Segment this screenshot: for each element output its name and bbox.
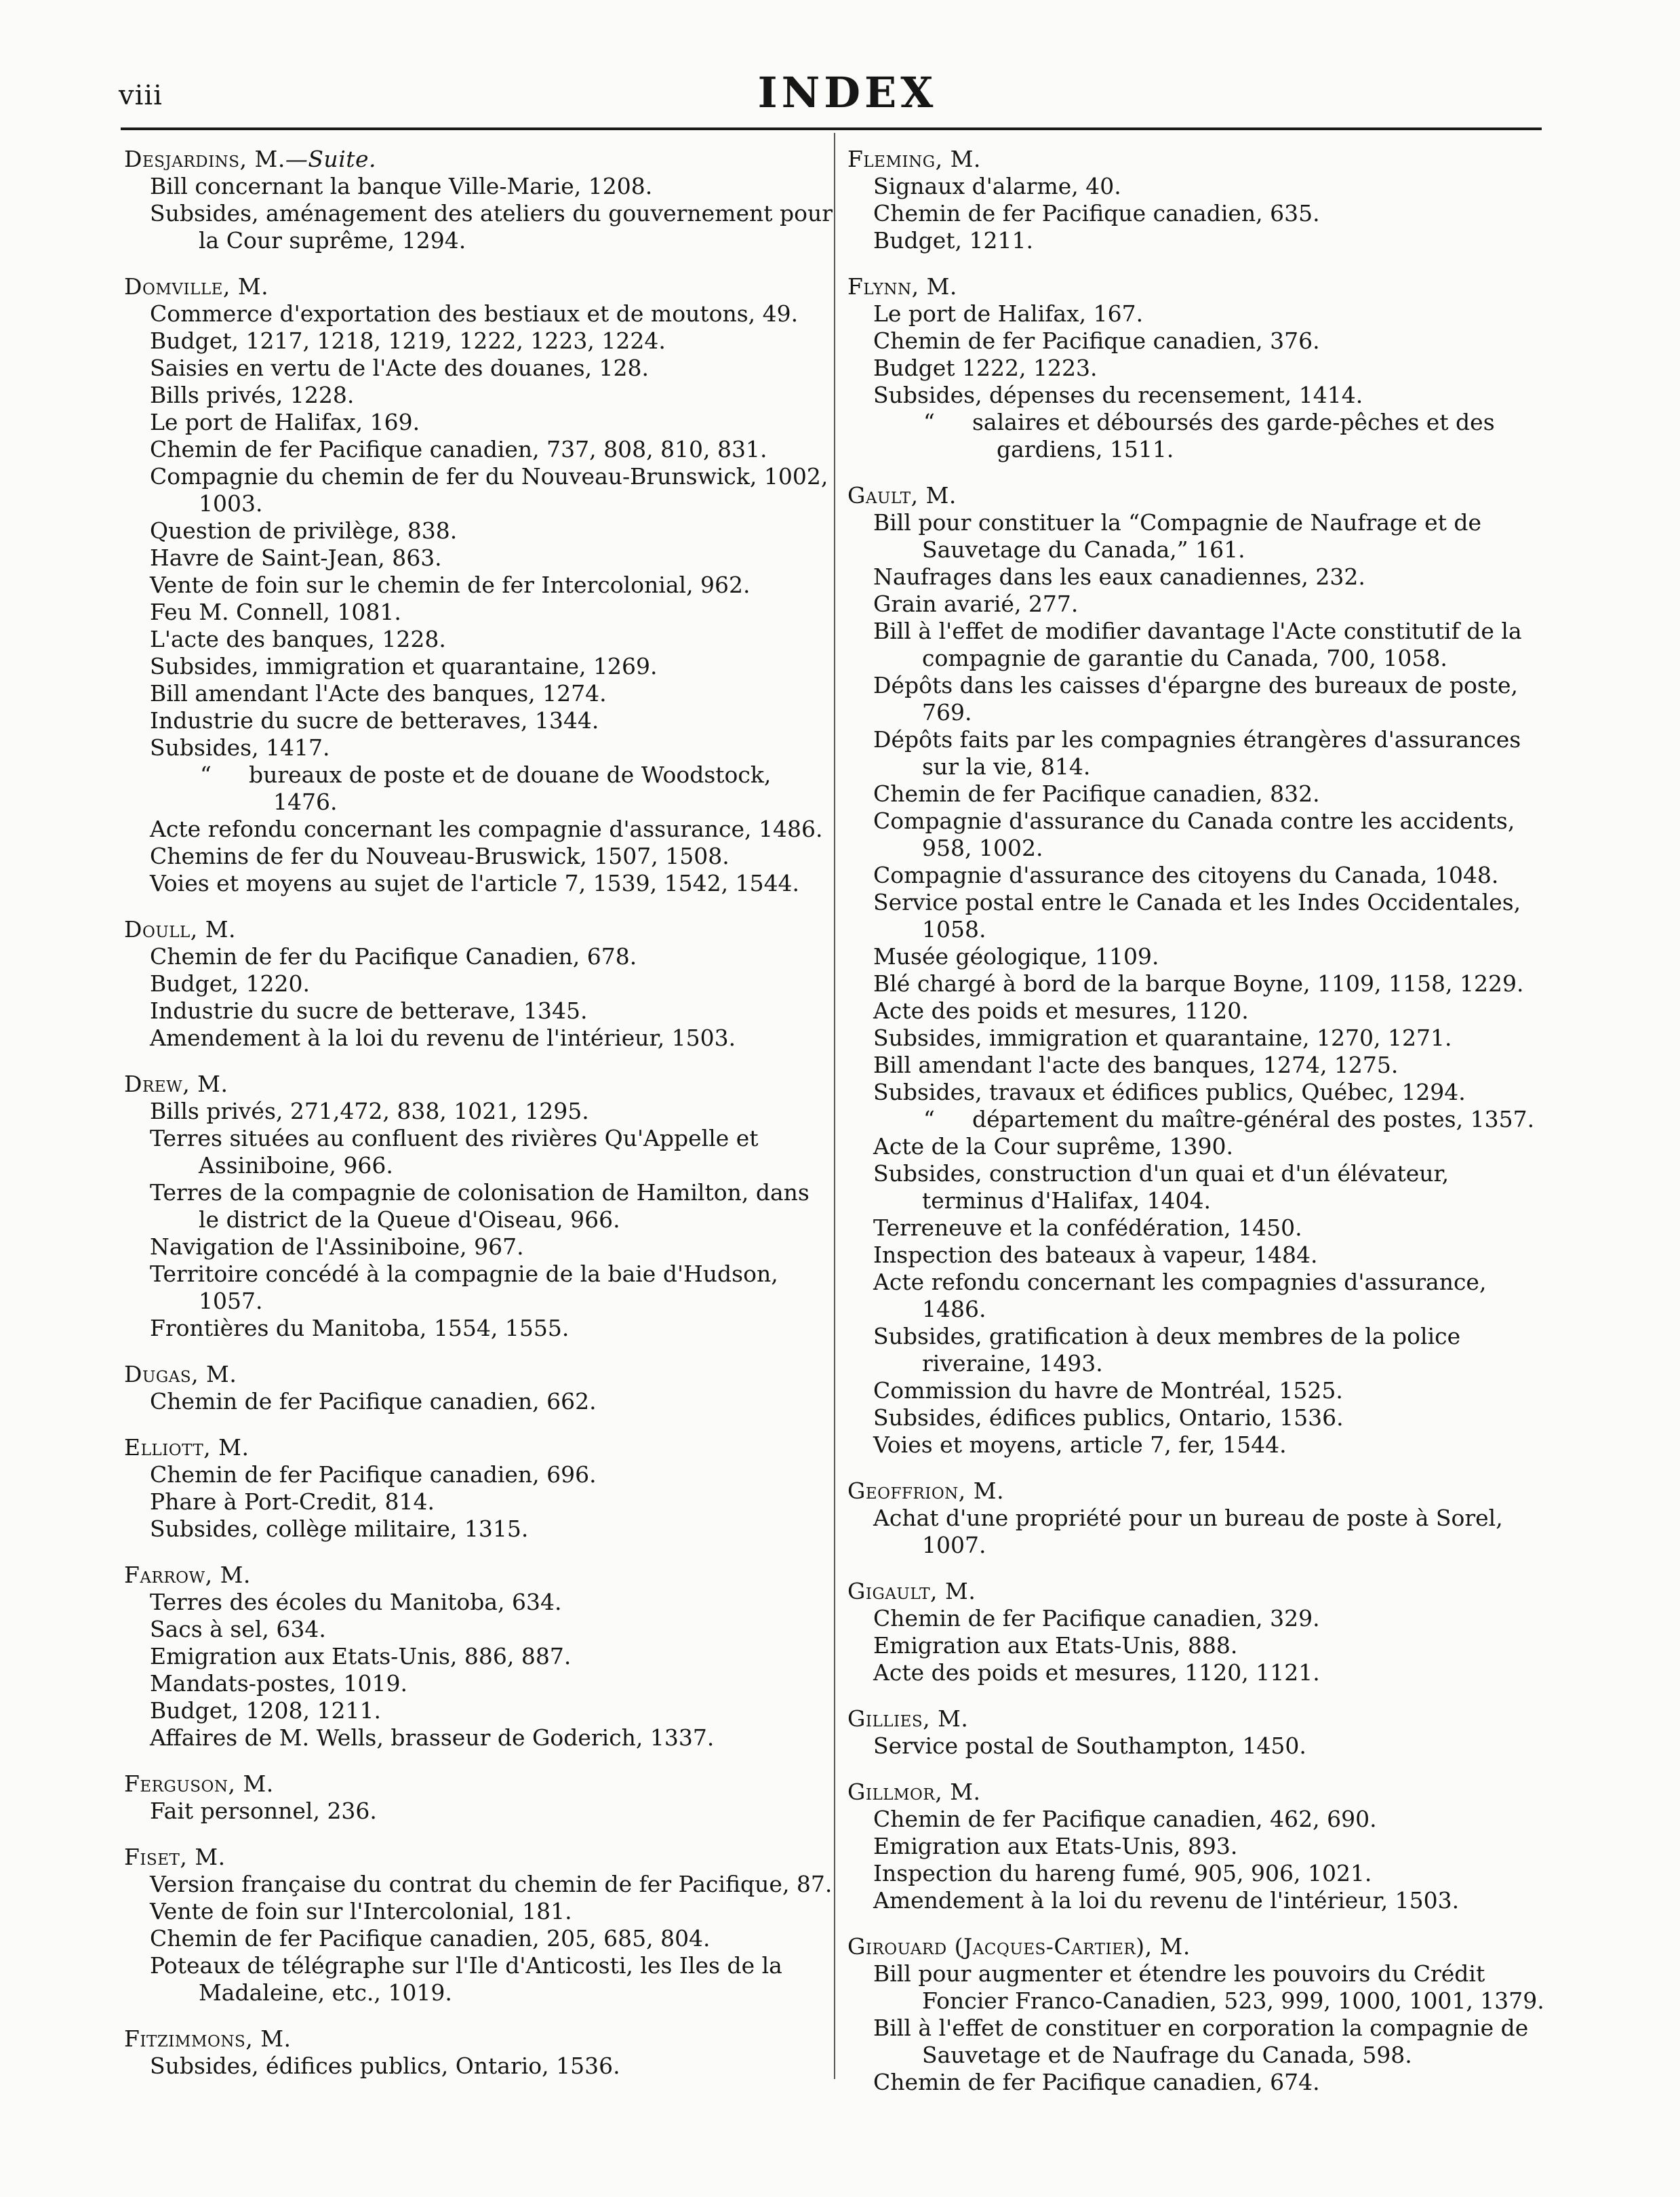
entry-name — [847, 1705, 1556, 1733]
entry-suite: —Suite. — [285, 146, 377, 172]
index-item: Havre de Saint-Jean, 863. — [150, 545, 442, 571]
index-item: Acte des poids et mesures, 1120. — [873, 997, 1249, 1024]
index-item: Emigration aux Etats-Unis, 888. — [873, 1632, 1238, 1659]
index-entry-fiset-m — [124, 1844, 833, 2006]
index-item: Terres situées au confluent des rivières Qu'Appelle et Assiniboine, 966. — [150, 1125, 759, 1179]
index-item: Chemins de fer du Nouveau-Bruswick, 1507, 1508. — [150, 843, 729, 869]
index-item: Compagnie d'assurance du Canada contre les accidents, 958, 1002. — [873, 808, 1515, 861]
index-item: Terres des écoles du Manitoba, 634. — [150, 1589, 562, 1615]
entry-name-text: Gault, M. — [847, 482, 957, 509]
index-item: Chemin de fer Pacifique canadien, 635. — [873, 200, 1320, 226]
index-item: Dépôts dans les caisses d'épargne des bureaux de poste, 769. — [873, 672, 1519, 726]
entry-name — [847, 1933, 1556, 1960]
index-item: Feu M. Connell, 1081. — [150, 599, 401, 625]
entry-name-text: Fleming, M. — [847, 146, 981, 172]
index-item: Inspection des bateaux à vapeur, 1484. — [873, 1242, 1318, 1268]
index-item: Chemin de fer du Pacifique Canadien, 678. — [150, 943, 637, 970]
index-item: Naufrages dans les eaux canadiennes, 232. — [873, 563, 1365, 590]
entry-name-text: Elliott, M. — [124, 1434, 249, 1461]
entry-name-text: Desjardins, M. — [124, 146, 285, 172]
index-item: Budget, 1208, 1211. — [150, 1697, 381, 1724]
page-title: INDEX — [757, 68, 938, 117]
index-item: Bill à l'effet de modifier davantage l'Acte constitutif de la compagnie de garantie du Canada, 700, 1058. — [873, 618, 1522, 671]
index-item: Chemin de fer Pacifique canadien, 462, 690. — [873, 1806, 1377, 1832]
index-item: Budget, 1217, 1218, 1219, 1222, 1223, 1224. — [150, 328, 666, 354]
index-item: Subsides, gratification à deux membres de la police riveraine, 1493. — [873, 1323, 1461, 1377]
index-item: Chemin de fer Pacifique canadien, 737, 808, 810, 831. — [150, 436, 767, 462]
index-item: Poteaux de télégraphe sur l'Ile d'Anticosti, les Iles de la Madaleine, etc., 1019. — [150, 1952, 782, 2006]
index-item: Budget 1222, 1223. — [873, 355, 1098, 381]
entry-name-text: Geoffrion, M. — [847, 1478, 1005, 1504]
index-entry-flynn-m — [847, 273, 1556, 463]
entry-name — [847, 1478, 1556, 1505]
index-item: Industrie du sucre de betteraves, 1344. — [150, 707, 599, 734]
index-item: Budget, 1220. — [150, 970, 310, 997]
index-item: “ département du maître-général des postes, 1357. — [847, 1106, 1556, 1133]
index-item: Territoire concédé à la compagnie de la baie d'Hudson, 1057. — [150, 1261, 778, 1314]
index-item: Bills privés, 1228. — [150, 382, 355, 408]
index-item: Subsides, immigration et quarantaine, 1269. — [150, 653, 658, 679]
index-item: Acte refondu concernant les compagnies d'assurance, 1486. — [873, 1269, 1487, 1322]
entry-name — [124, 1361, 833, 1388]
index-entry-gigault-m — [847, 1578, 1556, 1686]
index-item: Bills privés, 271,472, 838, 1021, 1295. — [150, 1098, 589, 1124]
index-item: Subsides, construction d'un quai et d'un élévateur, terminus d'Halifax, 1404. — [873, 1160, 1449, 1214]
index-entry-doull-m — [124, 916, 833, 1052]
index-entry-fitzimmons-m — [124, 2025, 833, 2080]
index-entry-domville-m — [124, 273, 833, 897]
index-item: Bill à l'effet de constituer en corporation la compagnie de Sauvetage et de Naufrage du Canada, 598. — [873, 2015, 1529, 2068]
entry-name-text: Domville, M. — [124, 273, 269, 300]
index-item: Vente de foin sur le chemin de fer Intercolonial, 962. — [150, 572, 751, 598]
index-item: Acte de la Cour suprême, 1390. — [873, 1133, 1233, 1160]
entry-name — [847, 1779, 1556, 1806]
index-item: Budget, 1211. — [873, 227, 1033, 254]
index-item: Terres de la compagnie de colonisation de Hamilton, dans le district de la Queue d'Oiseau, 966. — [150, 1179, 809, 1233]
index-item: Subsides, 1417. — [150, 734, 330, 761]
entry-name — [847, 273, 1556, 300]
index-item: Sacs à sel, 634. — [150, 1616, 326, 1642]
right-column — [847, 146, 1556, 2115]
entry-name — [124, 1071, 833, 1098]
index-item: Subsides, édifices publics, Ontario, 1536. — [150, 2053, 620, 2079]
index-item: Saisies en vertu de l'Acte des douanes, 128. — [150, 355, 649, 381]
index-item: Inspection du hareng fumé, 905, 906, 1021. — [873, 1860, 1372, 1886]
index-item: Industrie du sucre de betterave, 1345. — [150, 997, 588, 1024]
entry-name-text: Gillmor, M. — [847, 1779, 981, 1805]
index-item: Compagnie d'assurance des citoyens du Canada, 1048. — [873, 862, 1499, 888]
index-item: Chemin de fer Pacifique canadien, 696. — [150, 1461, 597, 1488]
column-divider — [834, 133, 835, 2079]
entry-name — [124, 1562, 833, 1589]
index-entry-ferguson-m — [124, 1770, 833, 1825]
index-item: Compagnie du chemin de fer du Nouveau-Brunswick, 1002, 1003. — [150, 463, 828, 517]
index-item: Acte refondu concernant les compagnie d'assurance, 1486. — [150, 816, 823, 842]
entry-name-text: Farrow, M. — [124, 1562, 251, 1588]
index-item: Chemin de fer Pacifique canadien, 205, 685, 804. — [150, 1925, 711, 1952]
index-item: Service postal entre le Canada et les Indes Occidentales, 1058. — [873, 889, 1521, 943]
index-item: “ salaires et déboursés des garde-pêches et des gardiens, 1511. — [847, 409, 1556, 463]
index-item: Question de privilège, 838. — [150, 517, 458, 544]
index-item: Chemin de fer Pacifique canadien, 329. — [873, 1605, 1320, 1631]
index-item: Emigration aux Etats-Unis, 893. — [873, 1833, 1238, 1859]
entry-name-text: Dugas, M. — [124, 1361, 237, 1387]
entry-name-text: Fitzimmons, M. — [124, 2025, 292, 2052]
entry-name-text: Flynn, M. — [847, 273, 957, 300]
index-item: Subsides, aménagement des ateliers du gouvernement pour la Cour suprême, 1294. — [150, 200, 833, 254]
entry-name — [847, 146, 1556, 173]
index-item: Terreneuve et la confédération, 1450. — [873, 1214, 1302, 1241]
index-item: Achat d'une propriété pour un bureau de poste à Sorel, 1007. — [873, 1505, 1503, 1558]
index-item: Chemin de fer Pacifique canadien, 662. — [150, 1388, 597, 1414]
index-item: Voies et moyens au sujet de l'article 7, 1539, 1542, 1544. — [150, 870, 800, 896]
index-entry-girouard-jacques-cartier-m — [847, 1933, 1556, 2096]
index-item: Dépôts faits par les compagnies étrangères d'assurances sur la vie, 814. — [873, 726, 1521, 780]
entry-name — [124, 273, 833, 300]
index-entry-gillmor-m — [847, 1779, 1556, 1914]
index-item: Blé chargé à bord de la barque Boyne, 1109, 1158, 1229. — [873, 970, 1524, 997]
entry-name — [124, 1770, 833, 1798]
index-item: Affaires de M. Wells, brasseur de Goderich, 1337. — [150, 1724, 715, 1751]
index-item: Acte des poids et mesures, 1120, 1121. — [873, 1659, 1320, 1686]
index-entry-fleming-m — [847, 146, 1556, 254]
index-entry-elliott-m — [124, 1434, 833, 1543]
index-item: Amendement à la loi du revenu de l'intérieur, 1503. — [150, 1025, 736, 1051]
index-item: Signaux d'alarme, 40. — [873, 173, 1121, 199]
index-item: L'acte des banques, 1228. — [150, 626, 446, 652]
header-rule — [121, 127, 1542, 130]
entry-name-text: Ferguson, M. — [124, 1770, 274, 1797]
entry-name — [847, 1578, 1556, 1605]
index-item: Emigration aux Etats-Unis, 886, 887. — [150, 1643, 572, 1669]
entry-name-text: Girouard (Jacques-Cartier), M. — [847, 1933, 1191, 1960]
index-item: “ bureaux de poste et de douane de Woodstock, 1476. — [124, 761, 833, 816]
index-item: Le port de Halifax, 167. — [873, 300, 1144, 327]
index-item: Frontières du Manitoba, 1554, 1555. — [150, 1315, 569, 1341]
entry-name — [847, 482, 1556, 509]
index-item: Bill amendant l'Acte des banques, 1274. — [150, 680, 607, 707]
index-item: Commission du havre de Montréal, 1525. — [873, 1377, 1343, 1404]
entry-name-text: Gigault, M. — [847, 1578, 976, 1604]
index-entry-farrow-m — [124, 1562, 833, 1751]
index-entry-drew-m — [124, 1071, 833, 1342]
index-item: Amendement à la loi du revenu de l'intérieur, 1503. — [873, 1887, 1460, 1914]
index-item: Bill pour constituer la “Compagnie de Naufrage et de Sauvetage du Canada,” 161. — [873, 509, 1482, 563]
index-item: Chemin de fer Pacifique canadien, 376. — [873, 328, 1320, 354]
index-item: Bill concernant la banque Ville-Marie, 1208. — [150, 173, 653, 199]
index-item: Vente de foin sur l'Intercolonial, 181. — [150, 1898, 572, 1924]
index-item: Commerce d'exportation des bestiaux et de moutons, 49. — [150, 300, 799, 327]
index-item: Service postal de Southampton, 1450. — [873, 1733, 1306, 1759]
index-entry-desjardins-m — [124, 146, 833, 254]
index-entry-geoffrion-m — [847, 1478, 1556, 1559]
entry-name-text: Gillies, M. — [847, 1705, 969, 1732]
index-item: Subsides, édifices publics, Ontario, 1536. — [873, 1404, 1344, 1431]
index-item: Subsides, collège militaire, 1315. — [150, 1516, 529, 1542]
index-item: Phare à Port-Credit, 814. — [150, 1488, 435, 1515]
index-item: Version française du contrat du chemin de fer Pacifique, 87. — [150, 1871, 833, 1897]
entry-name-text: Doull, M. — [124, 916, 237, 943]
left-column — [124, 146, 833, 2099]
entry-name — [124, 2025, 833, 2053]
index-item: Bill pour augmenter et étendre les pouvoirs du Crédit Foncier Franco-Canadien, 523, 999, 1000, 1001, 1379. — [873, 1960, 1544, 2014]
index-item: Subsides, travaux et édifices publics, Québec, 1294. — [873, 1079, 1466, 1105]
index-item: Mandats-postes, 1019. — [150, 1670, 407, 1697]
index-entry-gillies-m — [847, 1705, 1556, 1760]
index-item: Chemin de fer Pacifique canadien, 832. — [873, 780, 1320, 807]
entry-name — [124, 1844, 833, 1871]
index-item: Chemin de fer Pacifique canadien, 674. — [873, 2069, 1320, 2095]
index-item: Grain avarié, 277. — [873, 591, 1079, 617]
index-item: Fait personnel, 236. — [150, 1798, 377, 1824]
entry-name — [124, 1434, 833, 1461]
entry-name-text: Drew, M. — [124, 1071, 228, 1097]
index-item: Voies et moyens, article 7, fer, 1544. — [873, 1431, 1287, 1458]
page-number: viii — [119, 80, 163, 111]
entry-name — [124, 916, 833, 943]
index-item: Navigation de l'Assiniboine, 967. — [150, 1233, 524, 1260]
index-item: Bill amendant l'acte des banques, 1274, 1275. — [873, 1052, 1399, 1078]
index-item: Subsides, dépenses du recensement, 1414. — [873, 382, 1363, 408]
index-item: Subsides, immigration et quarantaine, 1270, 1271. — [873, 1025, 1452, 1051]
index-entry-gault-m — [847, 482, 1556, 1459]
entry-name-text: Fiset, M. — [124, 1844, 226, 1870]
entry-name — [124, 146, 833, 173]
index-item: Musée géologique, 1109. — [873, 943, 1159, 970]
index-item: Le port de Halifax, 169. — [150, 409, 420, 435]
index-entry-dugas-m — [124, 1361, 833, 1415]
